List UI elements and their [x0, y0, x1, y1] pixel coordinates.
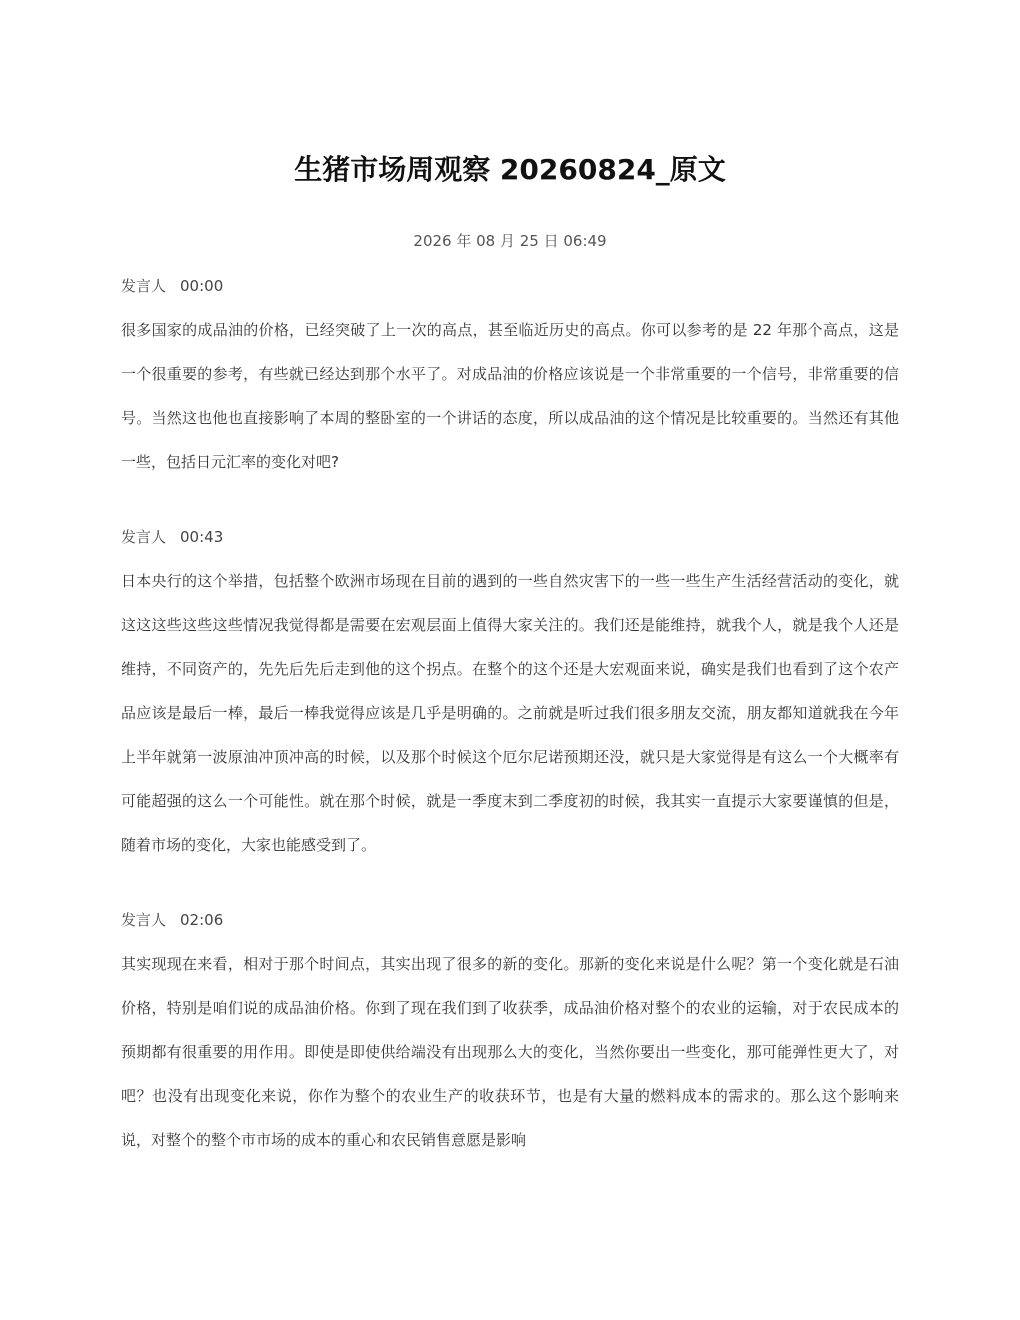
- transcript-segment: [121, 907, 899, 1162]
- transcript: [121, 273, 899, 1202]
- segment-timestamp: 00:43: [180, 528, 224, 546]
- transcript-segment: [121, 524, 899, 867]
- document-date: 2026 年 08 月 25 日 06:49: [413, 232, 607, 250]
- transcript-segment: [121, 273, 899, 484]
- segment-text: 很多国家的成品油的价格，已经突破了上一次的高点，甚至临近历史的高点。你可以参考的是 22 年那个高点，这是一个很重要的参考，有些就已经达到那个水平了。对成品油的价格应该说是一个非常重要的一个信号，非常重要的信号。当然这也他也直接影响了本周的整卧室的一个讲话的态度，所以成品油的这个情况是比较重要的。当然还有其他一些，包括日元汇率的变化对吧?: [121, 321, 899, 471]
- speaker-name: 发言人: [121, 911, 167, 929]
- speaker-line: [121, 907, 899, 933]
- document-title: 生猪市场周观察 20260824_原文: [294, 153, 726, 186]
- speaker-line: [121, 524, 899, 550]
- segment-text: 其实现现在来看，相对于那个时间点，其实出现了很多的新的变化。那新的变化来说是什么呢？第一个变化就是石油价格，特别是咱们说的成品油价格。你到了现在我们到了收获季，成品油价格对整个的农业的运输，对于农民成本的预期都有很重要的用作用。即使是即使供给端没有出现那么大的变化，当然你要出一些变化，那可能弹性更大了，对吧？也没有出现变化来说，你作为整个的农业生产的收获环节，也是有大量的燃料成本的需求的。那么这个影响来说，对整个的整个市市场的成本的重心和农民销售意愿是影响: [121, 955, 899, 1149]
- segment-text: 日本央行的这个举措，包括整个欧洲市场现在目前的遇到的一些自然灾害下的一些一些生产生活经营活动的变化，就这这这些这些这些情况我觉得都是需要在宏观层面上值得大家关注的。我们还是能维持，就我个人，就是我个人还是维持，不同资产的，先先后先后走到他的这个拐点。在整个的这个还是大宏观面来说，确实是我们也看到了这个农产品应该是最后一棒，最后一棒我觉得应该是几乎是明确的。之前就是听过我们很多朋友交流，朋友都知道就我在今年上半年就第一波原油冲顶冲高的时候，以及那个时候这个厄尔尼诺预期还没，就只是大家觉得是有这么一个大概率有可能超强的这么一个可能性。就在那个时候，就是一季度末到二季度初的时候，我其实一直提示大家要谨慎的但是，随着市场的变化，大家也能感受到了。: [121, 572, 899, 854]
- speaker-line: [121, 273, 899, 299]
- speaker-name: 发言人: [121, 528, 167, 546]
- segment-timestamp: 02:06: [180, 911, 224, 929]
- segment-timestamp: 00:00: [180, 277, 224, 295]
- speaker-name: 发言人: [121, 277, 167, 295]
